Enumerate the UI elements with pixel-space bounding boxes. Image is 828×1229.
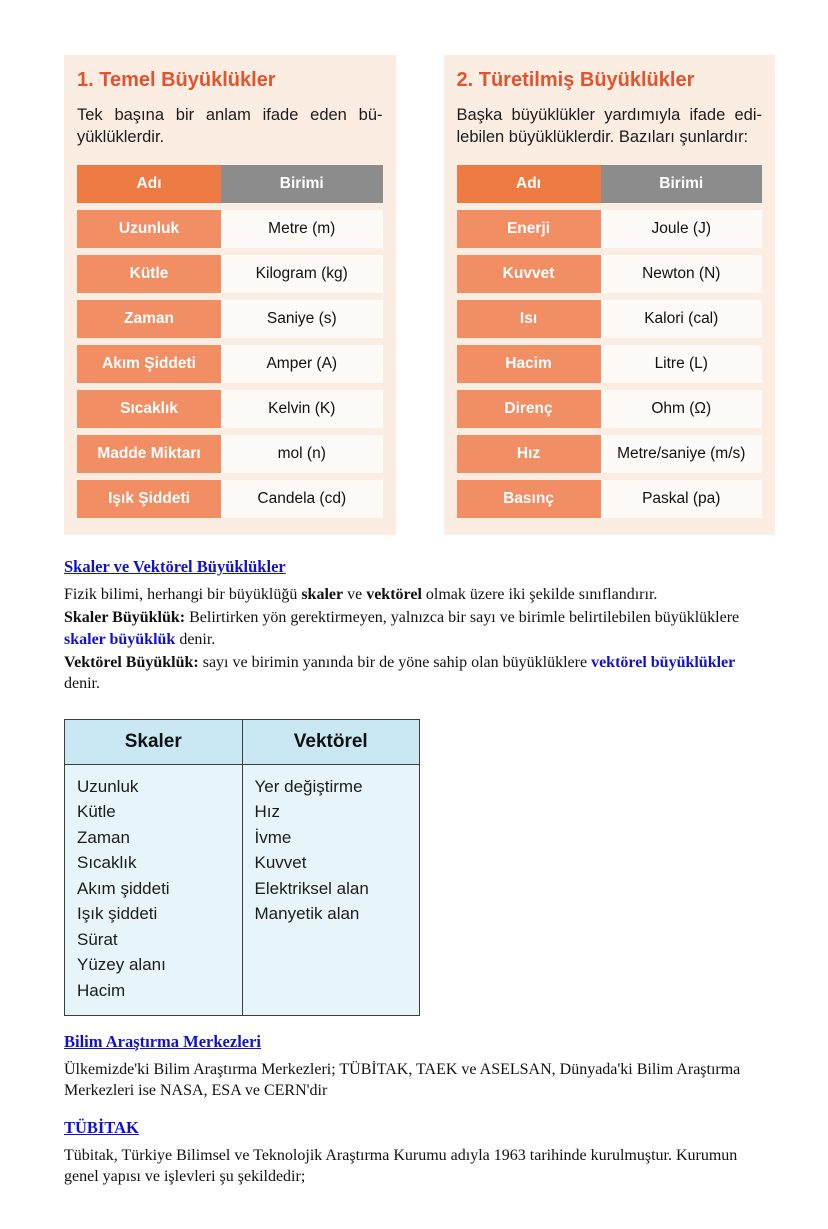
quantity-unit-cell: Litre (L) — [601, 345, 762, 383]
inline-emphasis: skaler büyüklük — [64, 630, 176, 648]
text-segment: sayı ve birimin yanında bir de yöne sahip olan büyüklüklere — [198, 654, 592, 672]
panel-title: 2. Türetilmiş Büyüklükler — [456, 69, 695, 91]
panel-temel-buyuklukler — [64, 55, 396, 535]
column-header-skaler: Skaler — [65, 719, 243, 764]
quantity-name-cell: Kuvvet — [457, 255, 601, 293]
text-segment: Skaler Büyüklük: — [64, 609, 186, 627]
quantity-name-cell: Hız — [457, 435, 601, 473]
list-item: Elektriksel alan — [254, 878, 369, 898]
quantity-unit-cell: mol (n) — [221, 435, 382, 473]
text-segment: Vektörel Büyüklük: — [64, 654, 199, 672]
quantity-name-cell: Enerji — [457, 210, 601, 248]
table-row — [457, 435, 763, 473]
list-item: Manyetik alan — [254, 904, 360, 924]
table-row — [457, 480, 763, 518]
quantity-unit-cell: Candela (cd) — [221, 480, 382, 518]
text-segment: ve — [343, 586, 367, 604]
text-segment: Belirtirken yön gerektirmeyen, yalnızca bir sayı ve birimle belirtilebilen büyüklüklere — [185, 609, 740, 627]
column-header-name: Adı — [77, 165, 221, 203]
quantity-unit-cell: Metre (m) — [221, 210, 382, 248]
heading-link-tubitak[interactable]: TÜBİTAK — [64, 1117, 139, 1137]
list-item: İvme — [254, 827, 292, 847]
panel-title: 1. Temel Büyüklükler — [77, 69, 276, 91]
turetilmis-quantities-table — [457, 158, 763, 525]
quantity-name-cell: Hacim — [457, 345, 601, 383]
list-item: Yer değiştirme — [254, 776, 363, 796]
list-item: Hız — [254, 802, 280, 822]
column-header-vektorel: Vektörel — [242, 719, 420, 764]
bilim-paragraph: Ülkemizde'ki Bilim Araştırma Merkezleri; TÜBİTAK, TAEK ve ASELSAN, Dünyada'ki Bilim Araştırma Merkezleri ise NASA, ESA ve CERN'dir — [64, 1061, 741, 1100]
table-row — [457, 345, 763, 383]
text-segment: vektörel — [366, 586, 422, 604]
quantity-name-cell: Uzunluk — [77, 210, 221, 248]
table-row — [77, 210, 383, 248]
table-header-row — [457, 165, 763, 203]
skaler-vektorel-text — [64, 584, 775, 694]
paragraph — [64, 584, 775, 605]
table-row — [77, 390, 383, 428]
heading-link-bilim-merkezleri[interactable]: Bilim Araştırma Merkezleri — [64, 1032, 262, 1052]
skaler-vektorel-table — [64, 719, 420, 1017]
table-row — [77, 480, 383, 518]
list-item: Yüzey alanı — [77, 955, 166, 975]
table-body-row — [65, 764, 420, 1016]
table-row — [77, 345, 383, 383]
panel-description: Tek başına bir anlam ifade eden büyüklüklerdir. — [77, 106, 383, 147]
list-item: Akım şiddeti — [77, 878, 170, 898]
text-segment: skaler — [301, 586, 344, 604]
quantity-name-cell: Kütle — [77, 255, 221, 293]
list-item: Sıcaklık — [77, 853, 137, 873]
text-segment: denir. — [64, 675, 100, 693]
quantity-unit-cell: Saniye (s) — [221, 300, 382, 338]
column-header-unit: Birimi — [601, 165, 762, 203]
list-item: Işık şiddeti — [77, 904, 158, 924]
list-item: Uzunluk — [77, 776, 139, 796]
skaler-items-cell — [65, 764, 243, 1016]
vektorel-items-cell — [242, 764, 420, 1016]
table-row — [77, 255, 383, 293]
table-header-row — [77, 165, 383, 203]
list-item: Kütle — [77, 802, 116, 822]
table-body — [457, 210, 763, 518]
table-header-row — [65, 719, 420, 764]
quantity-unit-cell: Ohm (Ω) — [601, 390, 762, 428]
paragraph — [64, 607, 775, 650]
quantity-unit-cell: Paskal (pa) — [601, 480, 762, 518]
quantity-name-cell: Akım Şiddeti — [77, 345, 221, 383]
table-row — [457, 300, 763, 338]
list-item: Sürat — [77, 929, 118, 949]
quantity-unit-cell: Newton (N) — [601, 255, 762, 293]
paragraph — [64, 652, 775, 695]
table-row — [457, 255, 763, 293]
quantity-name-cell: Madde Miktarı — [77, 435, 221, 473]
column-header-name: Adı — [457, 165, 601, 203]
column-header-unit: Birimi — [221, 165, 382, 203]
quantity-unit-cell: Kelvin (K) — [221, 390, 382, 428]
panel-description: Başka büyüklükler yardımıyla ifade edilebilen büyüklüklerdir. Bazıları şunlardır: — [456, 106, 762, 147]
heading-link-skaler-vektorel[interactable]: Skaler ve Vektörel Büyüklükler — [64, 557, 286, 577]
panel-turetilmis-buyuklukler — [444, 55, 776, 535]
list-item: Kuvvet — [254, 853, 307, 873]
top-panels — [64, 55, 775, 535]
inline-emphasis: vektörel büyüklükler — [591, 654, 736, 672]
table-row — [77, 435, 383, 473]
quantity-name-cell: Işık Şiddeti — [77, 480, 221, 518]
quantity-name-cell: Sıcaklık — [77, 390, 221, 428]
text-segment: denir. — [175, 630, 216, 648]
quantity-name-cell: Zaman — [77, 300, 221, 338]
table-row — [457, 390, 763, 428]
list-item: Hacim — [77, 980, 126, 1000]
table-row — [77, 300, 383, 338]
quantity-unit-cell: Kalori (cal) — [601, 300, 762, 338]
temel-quantities-table — [77, 158, 383, 525]
quantity-unit-cell: Kilogram (kg) — [221, 255, 382, 293]
quantity-name-cell: Isı — [457, 300, 601, 338]
list-item: Zaman — [77, 827, 130, 847]
table-row — [457, 210, 763, 248]
quantity-unit-cell: Amper (A) — [221, 345, 382, 383]
tubitak-paragraph: Tübitak, Türkiye Bilimsel ve Teknolojik Araştırma Kurumu adıyla 1963 tarihinde kurulmuştur. Kurumun genel yapısı ve işlevleri şu şekildedir; — [64, 1146, 738, 1185]
text-segment: olmak üzere iki şekilde sınıflandırır. — [421, 586, 658, 604]
text-segment: Fizik bilimi, herhangi bir büyüklüğü — [64, 586, 302, 604]
quantity-name-cell: Basınç — [457, 480, 601, 518]
quantity-name-cell: Direnç — [457, 390, 601, 428]
quantity-unit-cell: Joule (J) — [601, 210, 762, 248]
table-body — [77, 210, 383, 518]
quantity-unit-cell: Metre/saniye (m/s) — [601, 435, 762, 473]
